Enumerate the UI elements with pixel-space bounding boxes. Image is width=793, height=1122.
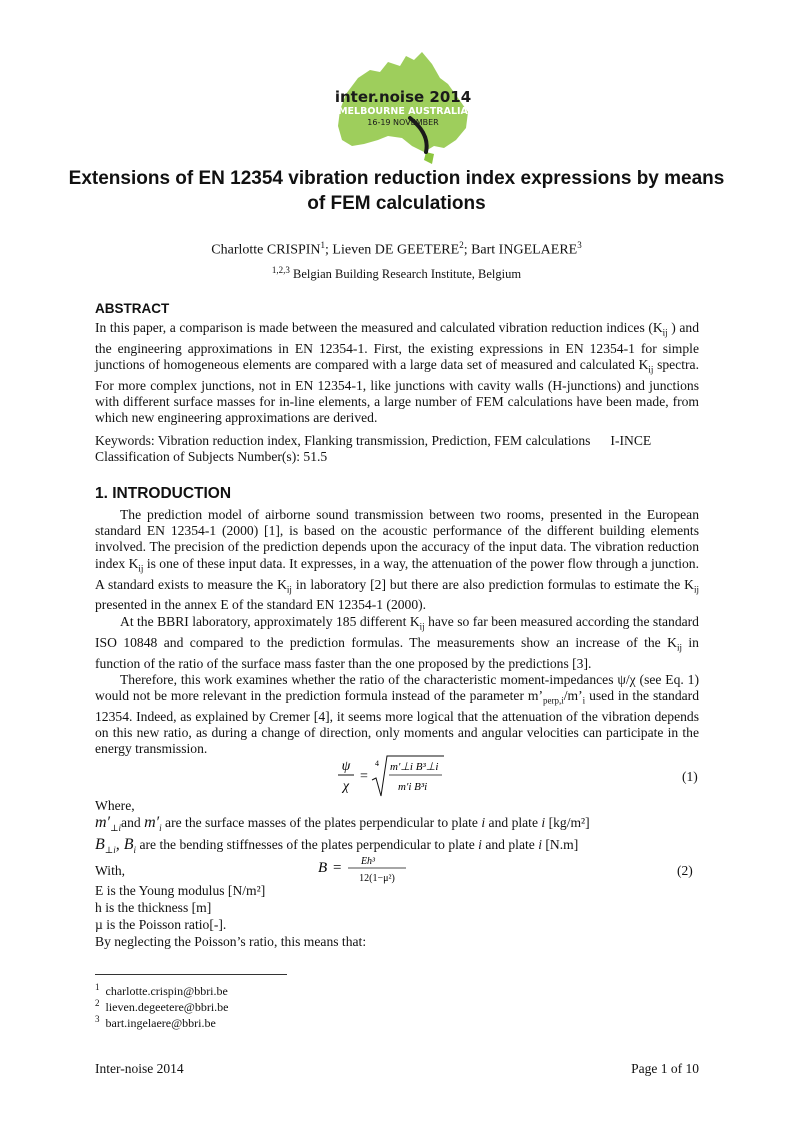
- equation-2-number: (2): [677, 863, 693, 878]
- logo-city: MELBOURNE AUSTRALIA: [338, 106, 468, 117]
- ince-label: I-INCE: [610, 433, 652, 448]
- footnote-2-email: lieven.degeetere@bbri.be: [105, 1000, 229, 1014]
- footnote-2-num: 2: [95, 998, 100, 1008]
- classification-text: Classification of Subjects Number(s): 51.5: [95, 449, 328, 465]
- introduction-body: [95, 507, 699, 757]
- author-3-sup: 3: [577, 240, 582, 250]
- p1-sub-1: ij: [138, 563, 144, 574]
- svg-text:=: =: [360, 769, 368, 784]
- affiliation: [60, 265, 733, 282]
- svg-text:=: =: [333, 860, 342, 876]
- introduction-heading: 1. INTRODUCTION: [95, 485, 232, 502]
- where-2d: i: [538, 837, 542, 852]
- where-1f: [kg/m²]: [545, 815, 590, 830]
- where-1e: i: [541, 815, 546, 830]
- def-line-1: E is the Young modulus [N/m²]: [95, 883, 266, 898]
- where-and: and: [121, 815, 141, 830]
- footnote-divider: [95, 974, 287, 975]
- logo-title: inter.noise 2014: [334, 88, 472, 106]
- abstract-text-3: spectra. For more complex junctions, not in EN 12354-1, like junctions with cavity walls (H-junctions) and junctions with different surface masses for in-line elements, a large number of FEM calculations have been made, from which new engineering approximations are derived.: [95, 357, 699, 426]
- footer-page-number: Page 1 of 10: [631, 1061, 699, 1076]
- author-2: ; Lieven DE GEETERE: [325, 242, 460, 258]
- p3-b: /m’: [563, 687, 583, 703]
- affiliation-sup: 1,2,3: [271, 265, 290, 275]
- p3-sub: perp,i: [543, 695, 564, 706]
- keywords-block: [95, 433, 699, 465]
- footnote-1-num: 1: [95, 982, 100, 992]
- equation-1-graphic: [332, 754, 452, 802]
- footer-conference: Inter-noise 2014: [95, 1061, 184, 1076]
- footnote-1-email: charlotte.crispin@bbri.be: [105, 984, 228, 998]
- where-1b: are the surface masses of the plates perpendicular to plate: [161, 815, 482, 830]
- p2-sub-2: ij: [676, 642, 682, 653]
- abstract-text-1: In this paper, a comparison is made between the measured and calculated vibration reduction indices (K: [95, 320, 663, 335]
- svg-text:12(1−μ²): 12(1−μ²): [359, 873, 395, 884]
- intro-paragraph-2: [95, 614, 699, 672]
- equation-1: [332, 754, 452, 807]
- paper-title: Extensions of EN 12354 vibration reduction index expressions by means of FEM calculations: [68, 168, 725, 214]
- p1-d: presented in the annex E of the standard EN 12354-1 (2000).: [95, 597, 427, 613]
- where-2c: and plate: [481, 837, 539, 852]
- def-line-4: By neglecting the Poisson’s ratio, this means that:: [95, 934, 367, 949]
- equation-2-graphic: [316, 852, 426, 888]
- abstract-heading: ABSTRACT: [95, 301, 170, 316]
- where-line-1: $m'_{\perp i}and$ $m'_i$ are the surface masses of the plates perpendicular to plate i and plate i [kg/m²]: [95, 814, 590, 834]
- where-1d: and plate: [485, 815, 542, 830]
- p2-sub-1: ij: [419, 621, 425, 632]
- keywords-text: Keywords: Vibration reduction index, Flanking transmission, Prediction, FEM calculations: [95, 433, 591, 448]
- p3-c: used in the standard 12354. Indeed, as explained by Cremer [4], it seems more logical that the attenuation of the vibration depends on this new ratio, as during a change of direction, only moments and angular velocities can participate in the energy transmission.: [95, 687, 699, 757]
- abstract-body: [95, 320, 699, 427]
- where-2a: are the bending stiffnesses of the plates perpendicular to plate: [136, 837, 479, 852]
- eq1-lhs-den: χ: [342, 779, 350, 794]
- p2-a: At the BBRI laboratory, approximately 185 different K: [120, 613, 420, 629]
- where-1c: i: [481, 815, 486, 830]
- p1-b: is one of these input data. It expresses, in a way, the attenuation of the power flow through a junction. A standard exists to measure the K: [95, 555, 699, 592]
- p3-a: Therefore, this work examines whether the ratio of the characteristic moment-impedances ψ/χ (see Eq. 1) would not be more relevant in the prediction formula instead of the parameter m’: [95, 671, 699, 703]
- where-label: Where,: [95, 798, 135, 813]
- p2-b: have so far been measured according the standard ISO 10848 and compared to the prediction formulas. The measurements show an increase of the K: [95, 613, 699, 650]
- footnote-3: [95, 1012, 216, 1031]
- p1-sub-3: ij: [693, 584, 699, 595]
- eq1-lhs-num: ψ: [341, 759, 351, 774]
- intro-paragraph-1: [95, 507, 699, 614]
- author-2-sup: 2: [459, 240, 464, 250]
- svg-text:Eh³: Eh³: [360, 856, 376, 867]
- affiliation-text: Belgian Building Research Institute, Belgium: [289, 267, 522, 282]
- author-line: [60, 240, 733, 259]
- svg-text:m′⊥i B³⊥i: m′⊥i B³⊥i: [390, 761, 439, 773]
- p2-c: in function of the ratio of the surface mass faster than the one proposed by the predictions [3].: [95, 634, 699, 671]
- abstract-sub-1: ij: [662, 327, 668, 338]
- footnote-3-num: 3: [95, 1014, 100, 1024]
- equation-2: [316, 852, 426, 893]
- author-1-sup: 1: [320, 240, 326, 250]
- p1-c: in laboratory [2] but there are also prediction formulas to estimate the K: [291, 576, 694, 592]
- where-2e: [N.m]: [541, 837, 579, 852]
- equation-1-number: (1): [682, 769, 698, 784]
- logo-dates: 16-19 NOVEMBER: [367, 118, 439, 127]
- abstract-text-2: ) and the engineering approximations in EN 12354-1. First, the existing expressions in EN 12354-1 for simple junctions of homogeneous elements are compared with a large data set of measured and calculated K: [95, 320, 700, 373]
- with-label: With,: [95, 863, 126, 878]
- author-1: Charlotte CRISPIN: [211, 242, 321, 258]
- conference-logo: [318, 48, 488, 166]
- eq1-root-index: 4: [375, 759, 379, 768]
- p1-sub-2: ij: [286, 584, 292, 595]
- p1-a: The prediction model of airborne sound transmission between two rooms, presented in the European standard EN 12354-1 (2000) [1], is based on the acoustic performance of the different building elements involved. The precision of the prediction depends upon the accuracy of the input data. The vibration reduction index K: [95, 507, 699, 571]
- p3-sub-2: i: [582, 695, 586, 706]
- where-line-2: $B_{\perp i}$, $B_i$ are the bending stiffnesses of the plates perpendicular to plate i and plate i [N.m]: [95, 836, 579, 856]
- svg-text:m′i B³i: m′i B³i: [398, 781, 428, 793]
- footnote-3-email: bart.ingelaere@bbri.be: [105, 1016, 216, 1030]
- def-line-2: h is the thickness [m]: [95, 900, 212, 915]
- where-2b: i: [478, 837, 482, 852]
- intro-paragraph-3: [95, 672, 699, 758]
- abstract-sub-2: ij: [648, 364, 654, 375]
- def-line-3: µ is the Poisson ratio[-].: [95, 917, 227, 932]
- svg-text:B: B: [318, 860, 328, 876]
- author-3: ; Bart INGELAERE: [463, 242, 578, 258]
